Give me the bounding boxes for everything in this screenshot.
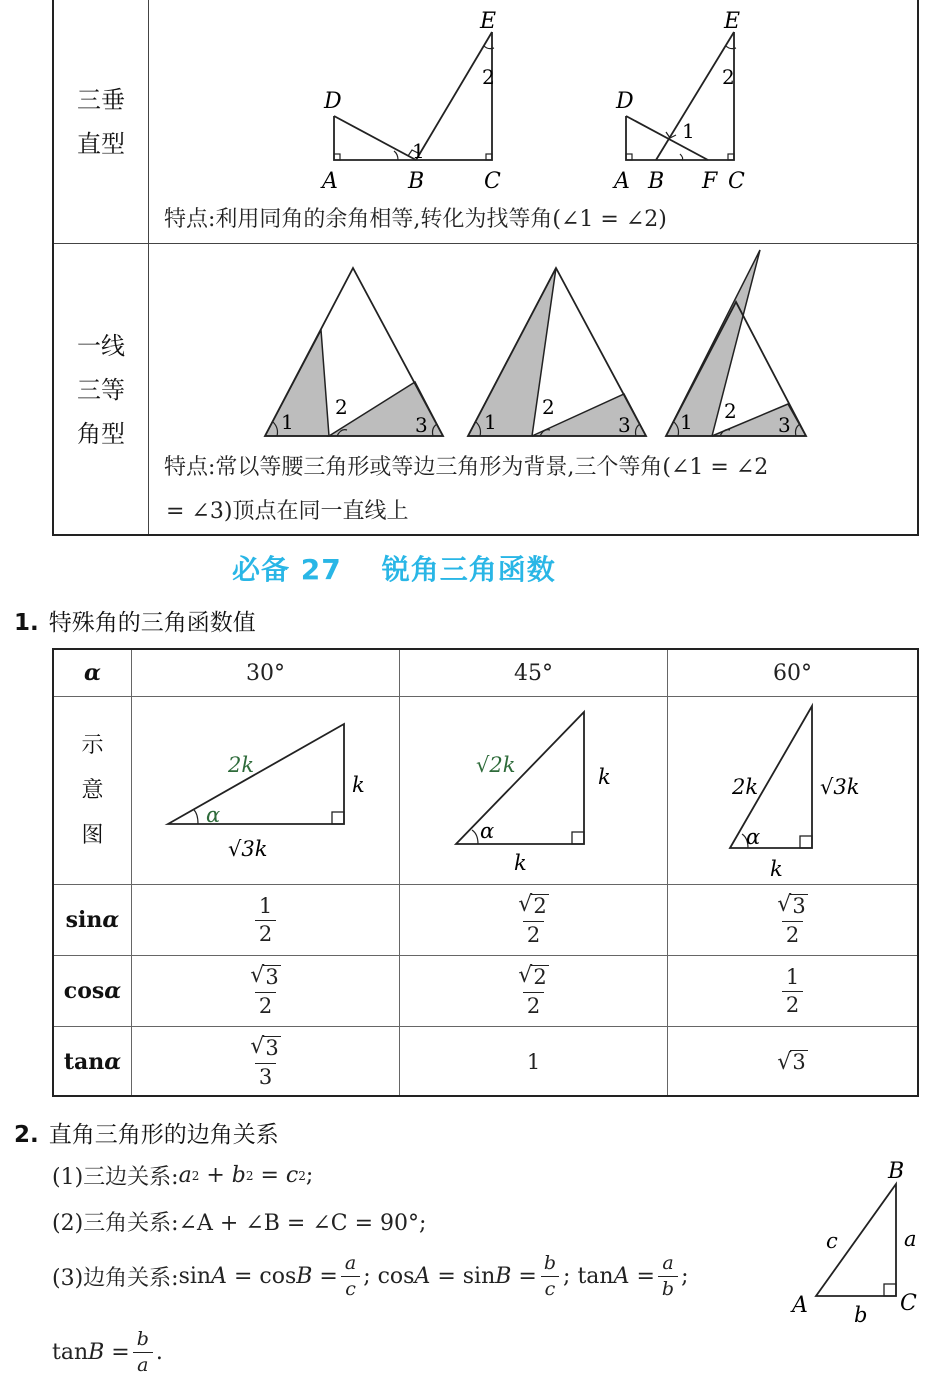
right-triangle-abc	[786, 1150, 926, 1332]
angle-45-header: 45°	[514, 660, 553, 686]
cos-value-1: √ 2 2	[518, 963, 547, 1018]
angle-1: 1	[412, 139, 425, 163]
angle-3: 3	[415, 413, 428, 437]
three-perpendicular-figure-2	[604, 8, 804, 196]
angle-2: 2	[724, 399, 737, 423]
angle-2: 2	[482, 65, 495, 89]
angle-relation: (2)三角关系:∠A + ∠B = ∠C = 90°;	[52, 1211, 427, 1236]
one-line-figure-1	[259, 262, 449, 442]
side-b: b	[854, 1303, 868, 1327]
cos-row-label: cos α	[63, 978, 122, 1004]
angle-1: 1	[682, 119, 695, 143]
angle-1: 1	[484, 410, 497, 434]
angle-1: 1	[281, 410, 294, 434]
point-E: E	[480, 9, 497, 34]
angle-2: 2	[335, 395, 348, 419]
point-B: B	[648, 169, 665, 194]
part1-heading: 1. 特殊角的三角函数值	[14, 610, 256, 636]
one-line-figure-2	[462, 262, 652, 442]
vertex-C: C	[900, 1291, 917, 1316]
point-C: C	[728, 169, 745, 194]
hyp-label: √2k	[476, 753, 516, 777]
angle-3: 3	[778, 413, 791, 437]
sin-value-2: √ 3 2	[777, 892, 806, 947]
section-title: 必备 27 锐角三角函数	[232, 553, 556, 586]
hyp-label: 2k	[228, 753, 255, 777]
angle-1: 1	[680, 410, 693, 434]
side-c: c	[826, 1229, 838, 1253]
cos-value-2: $\frac{1}{2}$	[668, 956, 917, 1026]
diagram-45	[446, 706, 636, 882]
opp-label: k	[352, 773, 365, 797]
three-perpendicular-figure-1	[316, 8, 506, 196]
one-line-figure-3	[662, 246, 862, 442]
alpha-label: α	[746, 825, 761, 849]
model-table	[52, 0, 919, 536]
point-A: A	[614, 169, 630, 194]
diagram-row-label: 示 意 图	[81, 733, 104, 848]
vertex-A: A	[792, 1293, 808, 1318]
tanB-relation: tan B = $\frac{b}{a}$ .	[52, 1328, 163, 1376]
alpha-label: α	[206, 803, 221, 827]
sin-row-label: sin α	[65, 907, 120, 933]
tan-value-1: 1	[526, 1050, 541, 1074]
point-D: D	[324, 89, 342, 114]
tan-value-0: √ 3 3	[250, 1034, 279, 1089]
sin-value-0: $\frac{1}{2}$	[132, 885, 399, 955]
point-C: C	[484, 169, 501, 194]
side-a: a	[904, 1227, 917, 1251]
vertex-B: B	[888, 1159, 905, 1184]
point-D: D	[616, 89, 634, 114]
point-E: E	[724, 9, 741, 34]
angle-3: 3	[618, 413, 631, 437]
alpha-header: α	[84, 660, 101, 686]
diagram-60	[724, 702, 904, 884]
model-name-three-perpendicular: 三垂 直型	[77, 86, 125, 158]
alpha-label: α	[480, 819, 495, 843]
sin-value-1: √ 2 2	[518, 892, 547, 947]
cos-value-0: √ 3 2	[250, 963, 279, 1018]
angle-60-header: 60°	[773, 660, 812, 686]
one-line-feature-line-1: 特点:常以等腰三角形或等边三角形为背景,三个等角(∠1 = ∠2	[164, 455, 769, 480]
angle-2: 2	[542, 395, 555, 419]
tan-row-label: tan α	[63, 1049, 122, 1075]
model-name-one-line-three-angles: 一线 三等 角型	[77, 332, 125, 448]
side-relation: (1)三边关系: a 2 + b 2 = c 2 ;	[52, 1163, 314, 1190]
diagram-30	[154, 710, 374, 870]
three-perpendicular-feature: 特点:利用同角的余角相等,转化为找等角(∠1 = ∠2)	[164, 207, 667, 232]
point-A: A	[322, 169, 338, 194]
one-line-feature-line-2: = ∠3)顶点在同一直线上	[166, 499, 409, 524]
opp-label: √3k	[820, 775, 860, 799]
adj-label: k	[770, 857, 783, 881]
adj-label: √3k	[228, 837, 268, 861]
side-angle-relation: (3)边角关系: sin A = cos B = $\frac{a}{c}$ ; cos A = sin B = $\frac{b}{c}$ ; tan A = $\frac{a}{b}$ ;	[52, 1252, 689, 1300]
point-F: F	[702, 169, 718, 194]
adj-label: k	[514, 851, 527, 875]
part2-heading: 2. 直角三角形的边角关系	[14, 1122, 279, 1148]
point-B: B	[408, 169, 425, 194]
hyp-label: 2k	[732, 775, 759, 799]
trig-table	[52, 648, 919, 1097]
opp-label: k	[598, 765, 611, 789]
angle-2: 2	[722, 65, 735, 89]
tan-value-2: √ 3	[777, 1049, 806, 1075]
angle-30-header: 30°	[246, 660, 285, 686]
